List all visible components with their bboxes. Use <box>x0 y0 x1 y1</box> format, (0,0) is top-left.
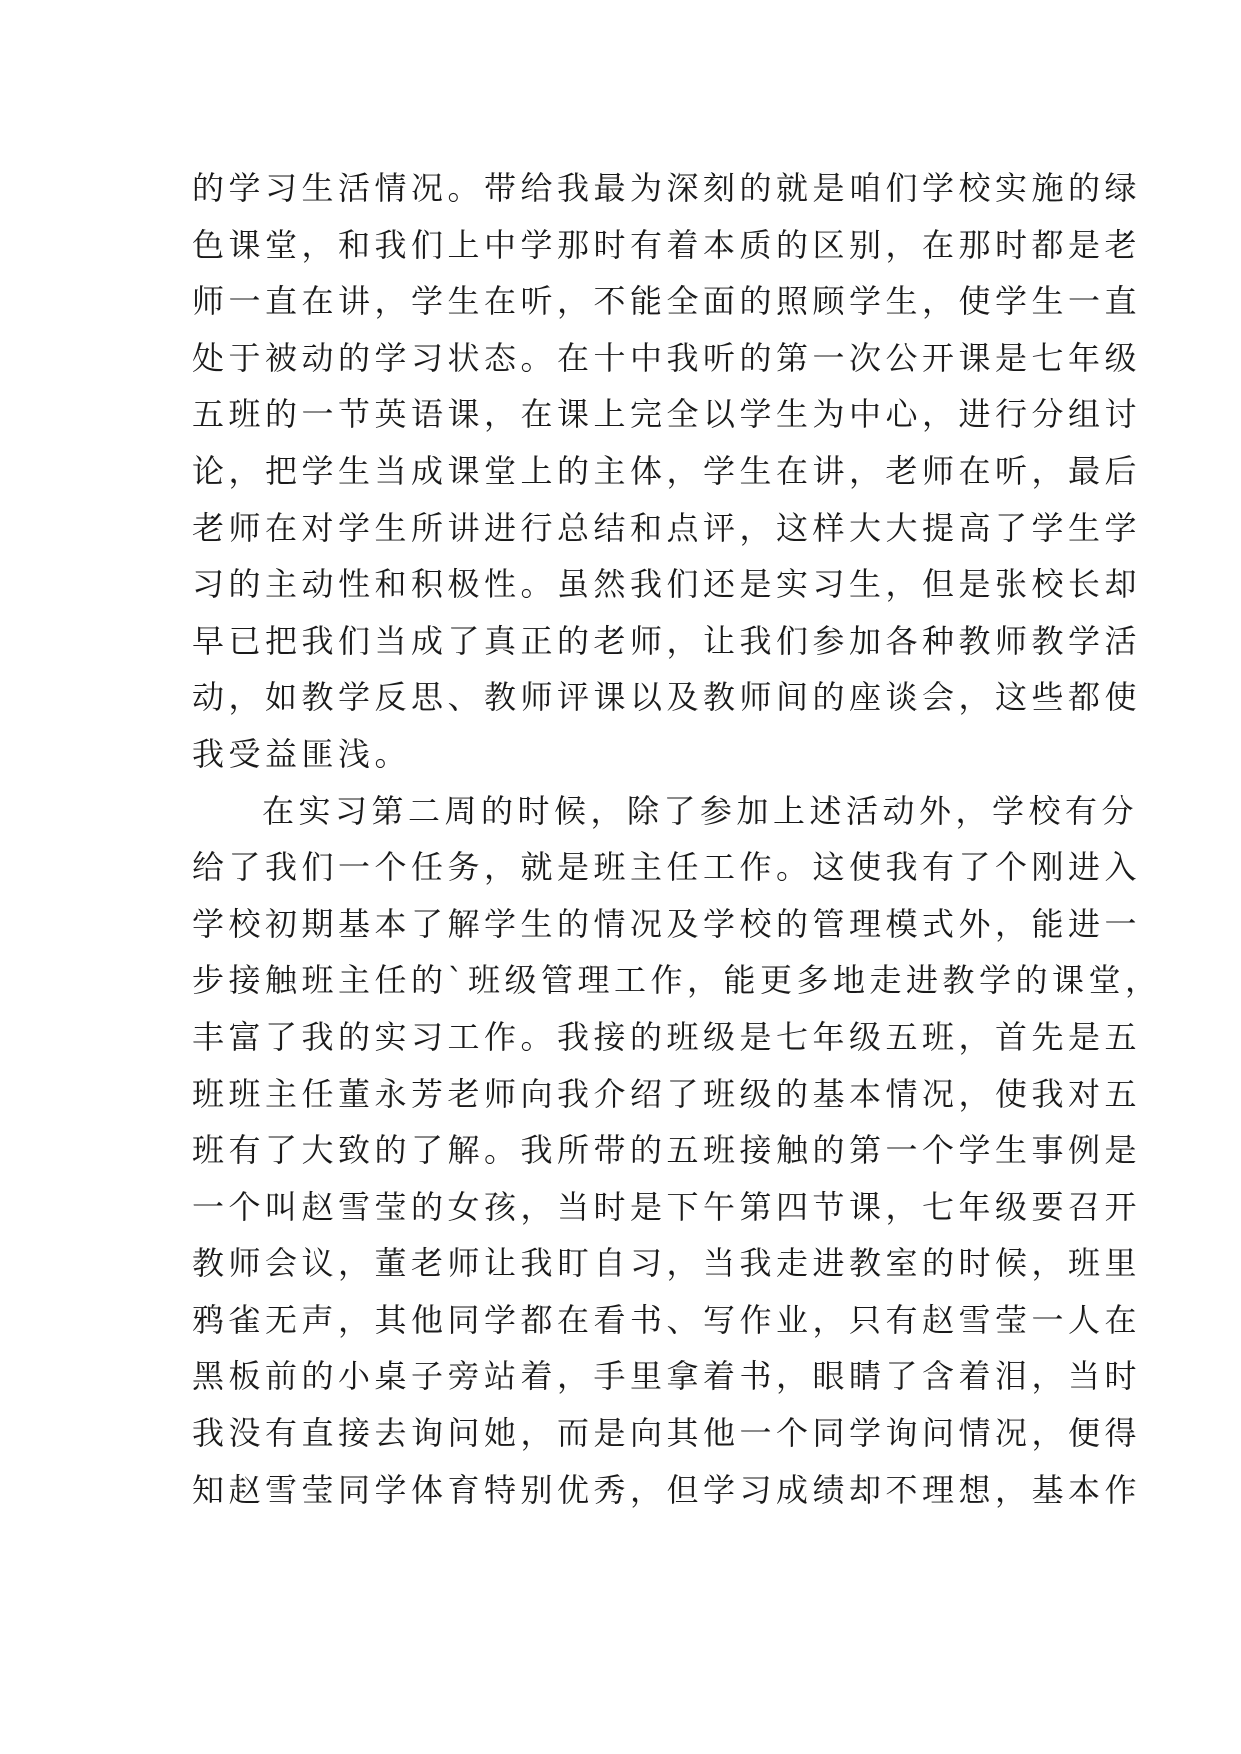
text-line: 色课堂，和我们上中学那时有着本质的区别，在那时都是老 <box>192 225 1142 264</box>
text-line: 师一直在讲，学生在听，不能全面的照顾学生，使学生一直 <box>192 282 1142 321</box>
text-line: 丰富了我的实习工作。我接的班级是七年级五班，首先是五 <box>192 1017 1142 1056</box>
text-line: 教师会议，董老师让我盯自习，当我走进教室的时候，班里 <box>192 1244 1142 1283</box>
paragraph-2 <box>192 783 1162 1519</box>
text-line: 一个叫赵雪莹的女孩，当时是下午第四节课，七年级要召开 <box>192 1187 1142 1226</box>
text-line: 老师在对学生所讲进行总结和点评，这样大大提高了学生学 <box>192 508 1142 547</box>
body-text <box>192 160 1162 1518</box>
text-line-indented: 在实习第二周的时候，除了参加上述活动外，学校有分 <box>262 791 1139 830</box>
text-line: 处于被动的学习状态。在十中我听的第一次公开课是七年级 <box>192 338 1142 377</box>
text-line: 的学习生活情况。带给我最为深刻的就是咱们学校实施的绿 <box>192 169 1142 207</box>
text-line: 五班的一节英语课，在课上完全以学生为中心，进行分组讨 <box>192 395 1142 434</box>
text-line: 早已把我们当成了真正的老师，让我们参加各种教师教学活 <box>192 621 1142 660</box>
paragraph-1 <box>192 160 1142 783</box>
text-line: 我受益匪浅。 <box>192 734 412 773</box>
text-line: 论，把学生当成课堂上的主体，学生在讲，老师在听，最后 <box>192 451 1142 490</box>
text-line: 知赵雪莹同学体育特别优秀，但学习成绩却不理想，基本作 <box>192 1470 1142 1509</box>
text-line: 班班主任董永芳老师向我介绍了班级的基本情况，使我对五 <box>192 1074 1142 1113</box>
text-line: 给了我们一个任务，就是班主任工作。这使我有了个刚进入 <box>192 848 1142 887</box>
text-line: 鸦雀无声，其他同学都在看书、写作业，只有赵雪莹一人在 <box>192 1300 1142 1339</box>
text-line: 动，如教学反思、教师评课以及教师间的座谈会，这些都使 <box>192 678 1142 717</box>
text-line: 学校初期基本了解学生的情况及学校的管理模式外，能进一 <box>192 904 1142 943</box>
text-line: 习的主动性和积极性。虽然我们还是实习生，但是张校长却 <box>192 565 1142 604</box>
text-line: 我没有直接去询问她，而是向其他一个同学询问情况，便得 <box>192 1414 1142 1453</box>
text-line: 步接触班主任的`班级管理工作，能更多地走进教学的课堂， <box>192 961 1162 1000</box>
text-line: 黑板前的小桌子旁站着，手里拿着书，眼睛了含着泪，当时 <box>192 1357 1142 1396</box>
text-line: 班有了大致的了解。我所带的五班接触的第一个学生事例是 <box>192 1131 1142 1170</box>
